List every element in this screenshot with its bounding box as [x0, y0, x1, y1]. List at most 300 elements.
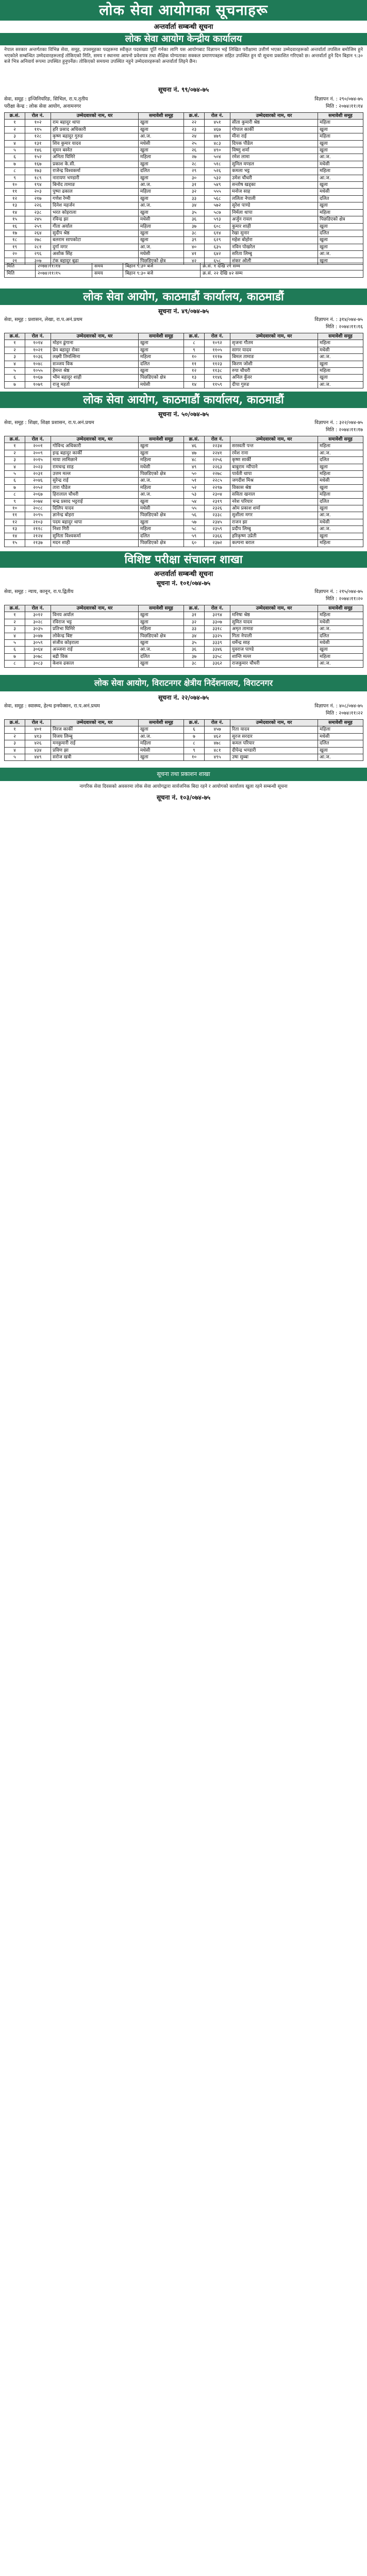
table-cell: ११५९	[205, 381, 230, 388]
table-cell: शान्ति मल्ल	[230, 653, 318, 660]
table-row	[5, 484, 363, 491]
table-cell: २८	[184, 161, 205, 167]
table-cell: मधेसी	[318, 733, 363, 740]
table-cell: २१७	[25, 195, 51, 202]
table-cell: ४१	[184, 251, 205, 258]
footer-title: सूचना तथा प्रकाशन शाखा	[0, 768, 367, 781]
table-cell: खुला	[139, 126, 184, 133]
table-cell: नरेश परियार	[230, 498, 318, 505]
column-header: रोल नं.	[205, 436, 230, 443]
table-cell: ६	[184, 726, 205, 733]
table-cell: ३६	[184, 647, 205, 653]
table-cell: राजेन्द्र विश्वकर्मा	[51, 168, 139, 175]
table-cell: आ.ज.	[139, 478, 184, 484]
table-row	[5, 505, 363, 512]
table-cell: १२८	[25, 133, 51, 140]
table-cell: धर्मेन्द्र साह	[230, 640, 318, 647]
table-cell: ३०८३	[25, 660, 51, 667]
column-header: रोल नं.	[205, 333, 230, 340]
table-cell: मधेसी	[318, 347, 363, 353]
table-cell: गीता अर्याल	[51, 223, 139, 230]
table-cell: ५३	[184, 492, 205, 498]
table-cell: ८	[184, 740, 205, 747]
table-cell: बिहान ९:३० बजे	[123, 263, 201, 270]
table-cell: विजय लिम्बु	[51, 733, 139, 740]
table-cell: २०१५	[25, 457, 51, 464]
table-cell: खुला	[318, 505, 363, 512]
table-cell: ४९५	[205, 754, 230, 761]
table-cell: ३	[5, 354, 25, 361]
table-cell: लक्ष्मी तिमल्सिना	[51, 354, 139, 361]
table-cell: खुला	[318, 126, 363, 133]
column-header: उम्मेदवारको नाम, थर	[230, 605, 318, 612]
table-cell: खुला	[139, 175, 184, 181]
table-cell: १	[5, 340, 25, 347]
advertisement-number: विज्ञापन नं. : २१५/०७४-७५	[314, 589, 363, 595]
table-cell: खुला	[139, 443, 184, 450]
table-cell: १२	[184, 368, 205, 375]
table-cell: २२४१	[205, 450, 230, 456]
table-cell: ७	[5, 484, 25, 491]
table-cell: अमृत तामाङ	[230, 626, 318, 633]
table-cell: २०	[5, 251, 25, 258]
column-header: समावेशी समूह	[318, 113, 363, 120]
table-cell: ५८	[184, 526, 205, 533]
table-cell: १८९	[25, 175, 51, 181]
table-cell: महिला	[318, 368, 363, 375]
table-cell: गोपाल कार्की	[230, 126, 318, 133]
table-cell: दिनेश महर्जन	[51, 202, 139, 209]
table-cell: ३८	[184, 660, 205, 667]
notice-number: सूचना नं. ९९/०७४-७५	[158, 86, 209, 93]
table-cell: सञ्जय विक	[51, 361, 139, 367]
table-row	[5, 533, 363, 539]
table-cell: २२६	[25, 202, 51, 209]
candidate-table	[4, 605, 363, 668]
table-cell: जगदीश मिश्र	[230, 478, 318, 484]
table-cell: २१२४	[25, 533, 51, 539]
table-row	[5, 126, 363, 133]
table-cell: खुला	[318, 202, 363, 209]
column-header: उम्मेदवारको नाम, थर	[230, 333, 318, 340]
table-cell: दलित	[318, 195, 363, 202]
table-cell: बलराम सापकोटा	[51, 237, 139, 244]
table-cell: संजीव कोइराला	[51, 640, 139, 647]
table-cell: राजकुमार चौधरी	[230, 660, 318, 667]
table-cell: २	[5, 733, 25, 740]
table-cell: २२८५	[205, 478, 230, 484]
advertisement-number: विज्ञापन नं. : २९०/०७४-७५	[314, 96, 363, 102]
table-row	[5, 175, 363, 181]
table-cell: १५	[5, 216, 25, 223]
table-cell: मधेसी	[139, 505, 184, 512]
table-cell: खुला	[139, 660, 184, 667]
table-cell: ५१८	[205, 161, 230, 167]
table-cell: २२६३	[205, 464, 230, 470]
table-cell: नविन पोखरेल	[230, 244, 318, 250]
table-cell: सीता कुमारी श्रेष्ठ	[230, 120, 318, 126]
column-header: उम्मेदवारको नाम, थर	[230, 436, 318, 443]
table-cell: १	[5, 612, 25, 619]
table-cell: ३४	[184, 202, 205, 209]
table-cell: ४९	[184, 464, 205, 470]
table-cell: लोकेन्द्र बिष्ट	[51, 633, 139, 639]
column-header: समावेशी समूह	[318, 436, 363, 443]
column-header: क्र.सं.	[5, 436, 25, 443]
table-cell: हरि प्रसाद अधिकारी	[51, 126, 139, 133]
table-cell: २	[5, 619, 25, 625]
section5-meta2	[4, 710, 363, 717]
table-cell: ११४६	[205, 375, 230, 381]
footer-text: नागरिक सेवा दिवसको अवसरमा लोक सेवा आयोगद्वारा सार्वजनिक बिदा रहने र आयोगको कार्यालय खुला रहने सम्बन्धी सूचना	[79, 784, 288, 789]
table-cell: १७३	[25, 168, 51, 175]
table-row	[5, 133, 363, 140]
section4-meta	[4, 588, 363, 596]
table-cell: खुला	[139, 498, 184, 505]
table-cell: ९	[5, 175, 25, 181]
column-header: क्र.सं.	[184, 436, 205, 443]
intro-paragraph: नेपाल सरकार अन्तर्गतका विभिन्न सेवा, समूह, उपसमूहका पदहरूमा स्वीकृत पदसंख्या पूर्ति गर्नका लागि यस आयोगबाट विज्ञापन भई लिखित परीक्षामा उत्तीर्ण भएका उम्मेदवारहरूको अन्तर्वार्ता तपसिल बमोजिम हुने भएकोले सम्बन्धित उम्मेदवारहरूलाई तोकिएको मिति, समय र स्थानमा आफ्नो प्रवेशपत्र तथा शैक्षिक योग्यताका सक्कल प्रमाणपत्रहरू सहित उपस्थित हुन यो सूचना प्रकाशित गरिएको छ। अन्तर्वार्ता हुने दिन बिहान ९:३० बजे भित्र अनिवार्य रूपमा उपस्थित हुनुपर्नेछ। तोकिएको समयमा उपस्थित नहुने उम्मेदवारहरूको अन्तर्वार्ता लिइने छैन।	[4, 47, 363, 64]
table-cell: १७	[5, 230, 25, 236]
table-cell: खुला	[318, 244, 363, 250]
table-cell: ११५	[25, 126, 51, 133]
table-cell: आ.ज.	[318, 450, 363, 456]
table-cell: रेखा सुनार	[230, 230, 318, 236]
table-cell: १	[5, 726, 25, 733]
table-row	[5, 375, 363, 381]
table-cell: उषा सुब्बा	[230, 754, 318, 761]
table-cell: ६५८	[205, 258, 230, 264]
table-cell: २४५	[25, 216, 51, 223]
table-row	[5, 633, 363, 639]
table-cell: १११७	[205, 354, 230, 361]
table-cell: दलित	[318, 498, 363, 505]
table-cell: ४६	[184, 443, 205, 450]
table-cell: ११	[5, 512, 25, 519]
table-cell: ४५७	[205, 726, 230, 733]
table-cell: खुला	[139, 230, 184, 236]
table-cell: खुला	[318, 533, 363, 539]
table-cell: दलित	[139, 533, 184, 539]
table-cell: ६०८	[205, 223, 230, 230]
candidate-table	[4, 112, 363, 265]
table-cell: ११०५	[205, 347, 230, 353]
table-cell: ५६	[184, 512, 205, 519]
table-cell: खुला	[139, 120, 184, 126]
table-cell: विनय अर्याल	[51, 612, 139, 619]
table-cell: ३	[5, 740, 25, 747]
table-cell: २०७४।११।१५	[36, 270, 92, 278]
table-cell: ११२३	[205, 361, 230, 367]
table-cell: दलित	[318, 457, 363, 464]
table-cell: खुला	[318, 223, 363, 230]
table-cell: २३४५	[205, 519, 230, 526]
table-cell: ३३२५	[205, 633, 230, 639]
table-cell: मधेसी	[139, 140, 184, 147]
table-cell: ३३१८	[205, 626, 230, 633]
table-cell: महिला	[318, 209, 363, 216]
table-cell: ३३	[184, 626, 205, 633]
table-cell: सृजना गौतम	[230, 340, 318, 347]
table-cell: २३६६	[205, 533, 230, 539]
table-cell: भरत कोइराला	[51, 209, 139, 216]
table-cell: दलित	[139, 168, 184, 175]
table-cell: प्रकाश के.सी.	[51, 161, 139, 167]
table-cell: ४०१	[25, 726, 51, 733]
table-cell: ४०	[184, 244, 205, 250]
table-cell: १०५५	[25, 368, 51, 375]
table-cell: ९	[184, 747, 205, 754]
table-row	[5, 340, 363, 347]
table-cell: खुला	[318, 647, 363, 653]
table-cell: सुनिता विश्वकर्मा	[51, 533, 139, 539]
column-header: क्र.सं.	[5, 333, 25, 340]
table-cell: २	[5, 347, 25, 353]
table-cell: आ.ज.	[139, 647, 184, 653]
table-cell: महेश बोहोरा	[230, 237, 318, 244]
table-cell: मधेसी	[318, 640, 363, 647]
table-cell: केशव ढकाल	[51, 660, 139, 667]
table-cell: ३०२८	[25, 619, 51, 625]
table-cell: ३०५९	[25, 640, 51, 647]
table-cell: ३३	[184, 195, 205, 202]
exam-center: परीक्षा केन्द्र : लोक सेवा आयोग, अनामनगर	[4, 104, 81, 109]
column-header: समावेशी समूह	[139, 720, 184, 726]
table-cell: दलित	[318, 633, 363, 639]
table-cell: रुपा चौधरी	[230, 368, 318, 375]
table-cell: कृष्ण सार्की	[230, 457, 318, 464]
section2-meta	[4, 316, 363, 324]
table-cell: ३७	[184, 223, 205, 230]
table-cell: २१३७	[25, 540, 51, 547]
table-cell: राजु महतो	[51, 381, 139, 388]
table-cell: रविन्द्र झा	[51, 216, 139, 223]
table-cell: २०५२	[25, 484, 51, 491]
table-cell: ५६८	[205, 195, 230, 202]
table-cell: कमला भट्ट	[230, 168, 318, 175]
table-cell: ५१	[184, 478, 205, 484]
column-header: क्र.सं.	[5, 605, 25, 612]
table-cell: १०९२	[205, 340, 230, 347]
table-cell: २०३	[25, 189, 51, 195]
table-cell: उमेश चौधरी	[230, 175, 318, 181]
table-cell: ४२	[184, 258, 205, 264]
table-cell: मनकुमारी राई	[51, 740, 139, 747]
column-header: क्र.सं.	[5, 720, 25, 726]
table-cell: सन्तोष खड्का	[230, 182, 318, 189]
table-cell: चन्द्र प्रसाद भट्टराई	[51, 498, 139, 505]
table-cell: ९	[5, 498, 25, 505]
table-cell: खुला	[318, 237, 363, 244]
table-cell: महिला	[139, 354, 184, 361]
service-group: सेवा, समूह : न्याय, कानून, रा.प.द्वितीय	[4, 589, 74, 595]
table-cell: महिला	[139, 526, 184, 533]
table-cell: ज्ञानेन्द्र बोहरा	[51, 512, 139, 519]
table-cell: १	[5, 120, 25, 126]
table-cell: ३५	[184, 640, 205, 647]
table-cell: ८	[5, 168, 25, 175]
table-cell: महिला	[139, 189, 184, 195]
table-cell: २०७४।११।१४	[36, 263, 92, 270]
table-cell: ५९३	[205, 216, 230, 223]
table-cell: निरज कार्की	[51, 726, 139, 733]
table-cell: खुला	[139, 726, 184, 733]
section5-title: लोक सेवा आयोग, विराटनगर क्षेत्रीय निर्देशनालय, विराटनगर	[0, 675, 367, 691]
table-cell: सुदीप श्रेष्ठ	[51, 230, 139, 236]
table-cell: आ.ज.	[318, 660, 363, 667]
table-cell: २९	[184, 168, 205, 175]
table-cell: ४६७	[205, 126, 230, 133]
table-cell: खुला	[139, 347, 184, 353]
column-header: समावेशी समूह	[139, 436, 184, 443]
column-header: उम्मेदवारको नाम, थर	[230, 113, 318, 120]
table-cell: ६	[5, 647, 25, 653]
column-header: रोल नं.	[25, 333, 51, 340]
table-cell: ३३४६	[205, 647, 230, 653]
table-cell: मनोज साह	[230, 189, 318, 195]
table-cell: २३५९	[205, 526, 230, 533]
table-cell: ४७८	[205, 740, 230, 747]
table-cell: दिलिप यादव	[51, 505, 139, 512]
table-cell: ८	[5, 660, 25, 667]
table-cell: सविता खनाल	[230, 492, 318, 498]
column-header: समावेशी समूह	[139, 333, 184, 340]
table-cell: ७	[5, 653, 25, 660]
table-cell: आ.ज.	[318, 251, 363, 258]
table-cell: ४१३	[25, 733, 51, 740]
table-cell: ४	[5, 747, 25, 754]
column-header: क्र.सं.	[184, 333, 205, 340]
table-cell: बद्री विक	[51, 653, 139, 660]
table-cell: १६	[5, 223, 25, 230]
table-cell: १०२१	[25, 347, 51, 353]
table-cell: १	[5, 443, 25, 450]
table-cell: महिला	[139, 154, 184, 161]
table-cell: ४३४	[25, 747, 51, 754]
table-row	[5, 216, 363, 223]
table-cell: १३१	[25, 140, 51, 147]
table-cell: ५३२	[205, 175, 230, 181]
table-row	[5, 368, 363, 375]
table-cell: ललिता नेपाली	[230, 195, 318, 202]
table-row	[5, 168, 363, 175]
table-cell: माया लामिछाने	[51, 457, 139, 464]
table-cell: निशा गिरी	[51, 526, 139, 533]
table-row	[5, 733, 363, 740]
table-cell: प्रतिभा घिमिरे	[51, 626, 139, 633]
table-cell: प्रविण झा	[51, 747, 139, 754]
table-row	[5, 612, 363, 619]
table-header-row	[5, 605, 363, 612]
table-cell: ३२	[184, 619, 205, 625]
table-row	[5, 195, 363, 202]
table-row	[5, 464, 363, 470]
table-cell: १०	[5, 182, 25, 189]
table-cell: ३०१२	[25, 612, 51, 619]
section5-meta	[4, 703, 363, 710]
table-cell: दलित	[318, 230, 363, 236]
table-row	[5, 512, 363, 519]
table-cell: २०४६	[25, 478, 51, 484]
table-cell: समय	[92, 263, 123, 270]
table-cell: २५९	[25, 223, 51, 230]
intro-subtitle: अन्तर्वार्ता सम्बन्धी सूचना	[154, 23, 213, 31]
table-cell: २०२३	[25, 464, 51, 470]
table-cell: आ.ज.	[318, 354, 363, 361]
table-cell: २२३४	[205, 443, 230, 450]
table-cell: महिला	[139, 484, 184, 491]
column-header: समावेशी समूह	[318, 605, 363, 612]
table-cell: खुला	[318, 147, 363, 154]
service-group: सेवा, समूह : स्वास्थ्य, हेल्थ इन्स्पेक्सन, रा.प.अनं.प्रथम	[4, 703, 100, 709]
table-cell: पिछडिएको क्षेत्र	[139, 375, 184, 381]
table-cell: ३	[5, 457, 25, 464]
table-row	[5, 244, 363, 250]
table-row	[5, 154, 363, 161]
table-cell: रामचन्द्र साह	[51, 464, 139, 470]
table-row	[5, 747, 363, 754]
table-cell: सागर यादव	[230, 347, 318, 353]
table-cell: सरोज खत्री	[51, 754, 139, 761]
table-cell: ४९०	[205, 147, 230, 154]
table-cell: अशोक सिंह	[51, 251, 139, 258]
table-cell: मधेसी	[139, 381, 184, 388]
table-row	[5, 647, 363, 653]
table-cell: विकास श्रेष्ठ	[230, 484, 318, 491]
table-row	[5, 189, 363, 195]
table-cell: ५	[5, 147, 25, 154]
table-cell: खुला	[139, 754, 184, 761]
table-cell: ४७९	[205, 133, 230, 140]
table-cell: ६३५	[205, 244, 230, 250]
table-cell: १३	[184, 375, 205, 381]
table-cell: महिला	[318, 471, 363, 478]
table-cell: २	[5, 126, 25, 133]
interview-date: मिति : २०७४।११।१४	[326, 104, 363, 109]
table-cell: बाबुराम न्यौपाने	[230, 464, 318, 470]
table-cell: महिला	[318, 133, 363, 140]
table-row	[5, 754, 363, 761]
section1-meta2	[4, 103, 363, 110]
table-row	[5, 619, 363, 625]
table-cell: ५२६	[205, 168, 230, 175]
table-cell: ३३०७	[205, 619, 230, 625]
table-cell: २३३८	[205, 512, 230, 519]
section3-title: लोक सेवा आयोग, काठमाडौं कार्यालय, काठमाडौं	[0, 392, 367, 408]
table-cell: क्र.सं. २२ देखि ४२ सम्म	[201, 270, 363, 278]
table-row	[5, 498, 363, 505]
table-cell: बिमल तामाङ	[230, 354, 318, 361]
table-cell: मधेसी	[139, 251, 184, 258]
table-cell: १४	[5, 533, 25, 539]
table-cell: ८	[184, 340, 205, 347]
table-cell: शंकर ओली	[230, 258, 318, 264]
table-cell: अञ्जना राई	[51, 647, 139, 653]
footer-notice-number: सूचना नं. १०३/०७४-७५	[156, 794, 211, 801]
office-title: लोक सेवा आयोग केन्द्रीय कार्यालय	[0, 33, 367, 45]
interview-date: मिति : २०७४।११।१७	[326, 427, 363, 433]
table-row	[5, 230, 363, 236]
table-cell: खुला	[139, 612, 184, 619]
table-cell: २७८	[25, 237, 51, 244]
column-header: क्र.सं.	[184, 113, 205, 120]
column-header: रोल नं.	[205, 605, 230, 612]
table-cell: खुला	[139, 368, 184, 375]
table-cell: कुमार शाही	[230, 223, 318, 230]
table-row	[5, 740, 363, 747]
table-cell: आ.ज.	[139, 202, 184, 209]
table-cell: खुला	[318, 375, 363, 381]
